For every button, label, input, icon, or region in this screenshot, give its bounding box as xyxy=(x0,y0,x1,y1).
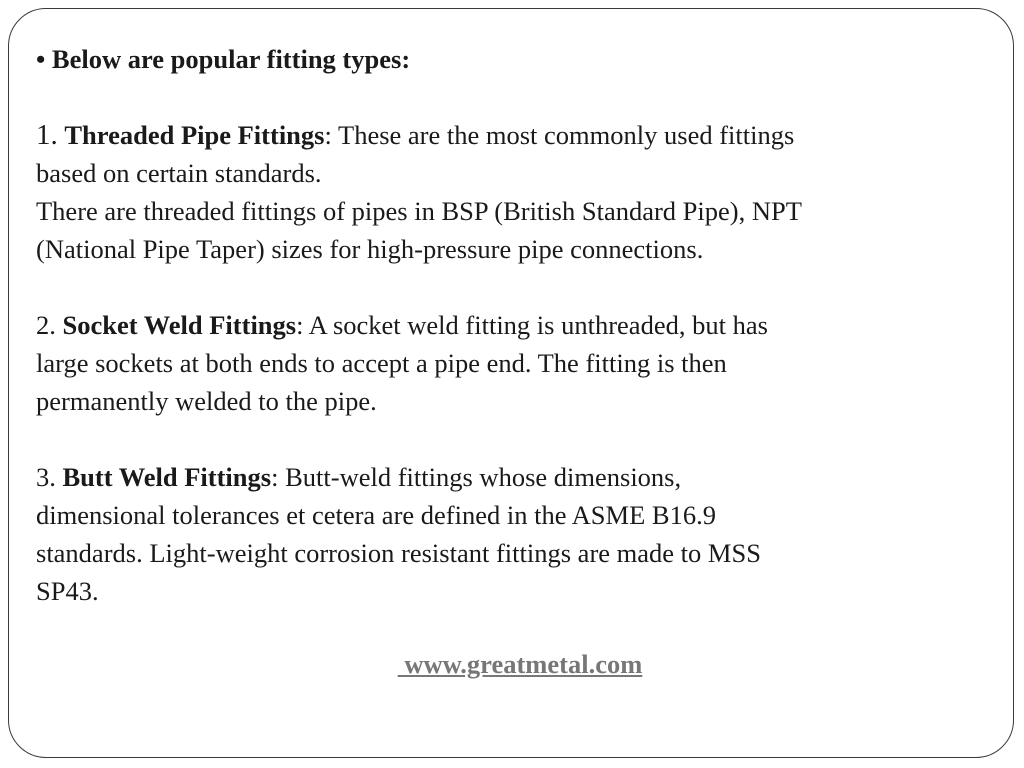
item-line: dimensional tolerances et cetera are defined in the ASME B16.9 xyxy=(36,500,716,530)
spacer xyxy=(36,78,976,116)
item-line: permanently welded to the pipe. xyxy=(36,386,377,416)
fitting-item-butt-weld xyxy=(36,458,976,610)
slide-heading: • Below are popular fitting types: xyxy=(36,44,411,74)
item-text: Butt-weld fittings whose dimensions, xyxy=(278,462,682,492)
item-line xyxy=(36,458,976,496)
item-number: 2. xyxy=(36,310,56,340)
item-line xyxy=(36,116,976,154)
item-number: 1. xyxy=(36,119,58,151)
item-line: standards. Light-weight corrosion resistant fittings are made to MSS xyxy=(36,538,761,568)
item-colon: : xyxy=(296,310,304,340)
item-line: There are threaded fittings of pipes in BSP (British Standard Pipe), NPT xyxy=(36,196,802,226)
item-term: Butt Weld Fittings xyxy=(62,462,272,492)
spacer xyxy=(36,420,976,458)
website-link[interactable]: www.greatmetal.com xyxy=(397,649,643,679)
item-text: These are the most commonly used fittings xyxy=(331,120,795,150)
item-term: Threaded Pipe Fittings xyxy=(64,120,325,150)
item-colon: : xyxy=(271,462,279,492)
item-line: based on certain standards. xyxy=(36,158,322,188)
item-text: A socket weld fitting is unthreaded, but has xyxy=(303,310,768,340)
fitting-item-socket-weld xyxy=(36,306,976,420)
item-line xyxy=(36,306,976,344)
item-term: Socket Weld Fittings xyxy=(62,310,297,340)
item-colon: : xyxy=(324,120,332,150)
fitting-item-threaded xyxy=(36,116,976,268)
item-line: large sockets at both ends to accept a pipe end. The fitting is then xyxy=(36,348,727,378)
item-line: SP43. xyxy=(36,576,99,606)
item-line: (National Pipe Taper) sizes for high-pressure pipe connections. xyxy=(36,234,704,264)
slide-content xyxy=(36,40,976,610)
item-number: 3. xyxy=(36,462,56,492)
spacer xyxy=(36,268,976,306)
